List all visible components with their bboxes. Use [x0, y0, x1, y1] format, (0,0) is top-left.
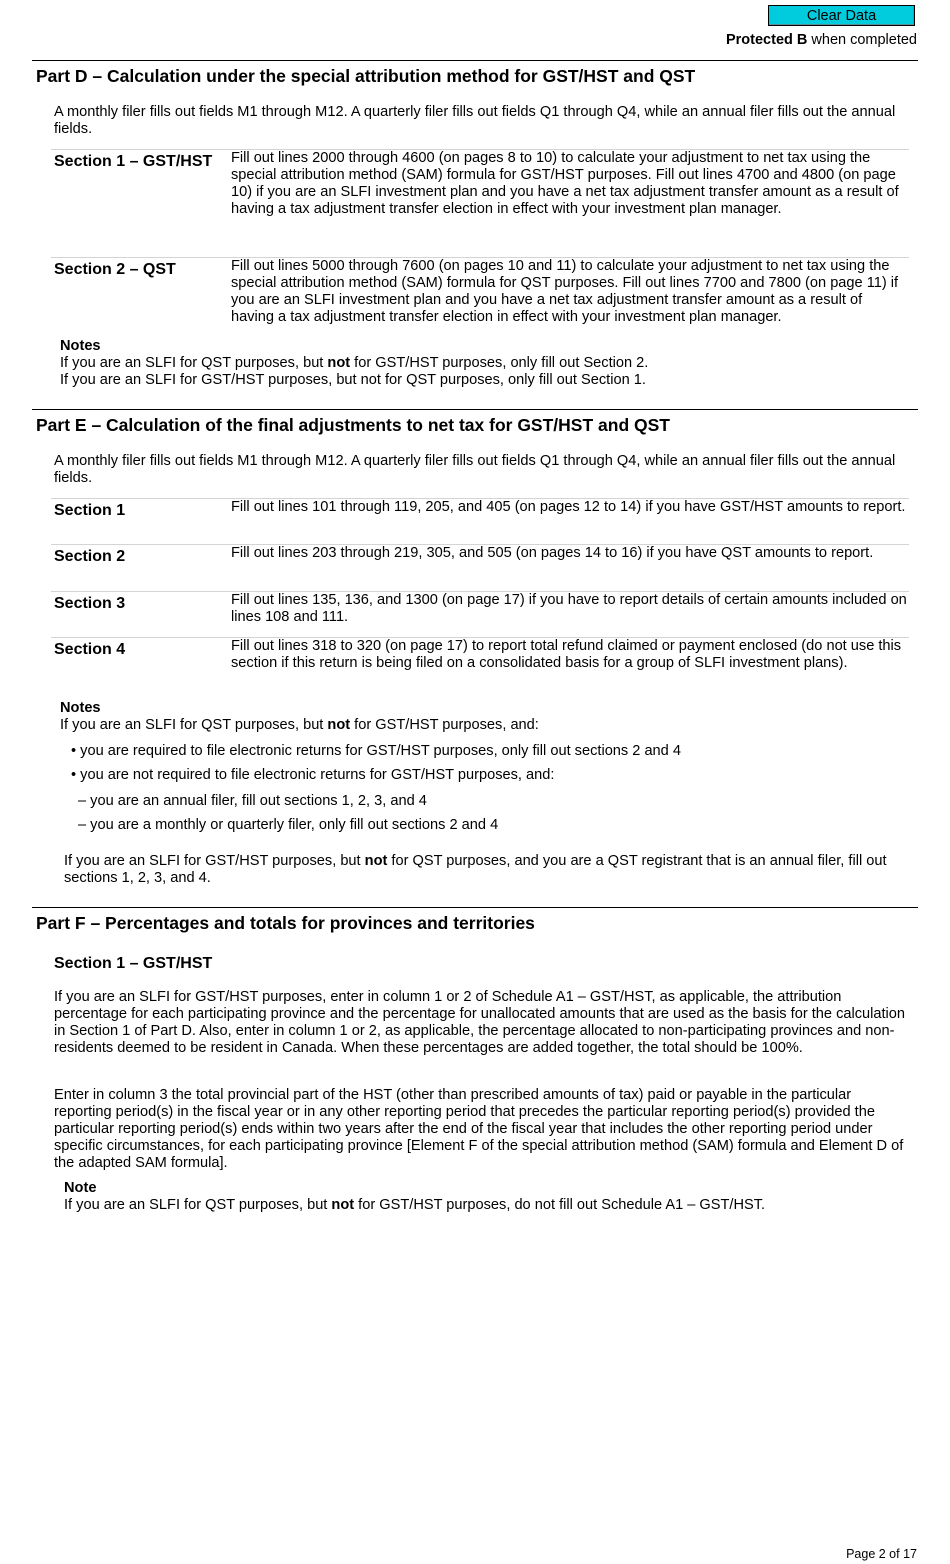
part-f-note-title: Note — [64, 1180, 97, 1196]
part-e-section-4 — [51, 637, 909, 696]
part-d-note-1-post: for GST/HST purposes, only fill out Section 2. — [350, 355, 649, 371]
part-d-section-1 — [51, 149, 909, 254]
part-e-note-2 — [64, 853, 909, 887]
part-d-title: Part D – Calculation under the special attribution method for GST/HST and QST — [36, 66, 696, 86]
part-e-section-3-label: Section 3 — [54, 595, 126, 612]
part-e-section-3 — [51, 591, 909, 634]
part-f-title: Part F – Percentages and totals for provinces and territories — [36, 913, 535, 933]
part-f-divider — [32, 907, 918, 908]
part-f-note — [64, 1197, 909, 1214]
part-e-bullet-1: • you are required to file electronic returns for GST/HST purposes, only fill out sections 2 and 4 — [71, 743, 681, 759]
part-e-note-1-post: for GST/HST purposes, and: — [350, 717, 539, 733]
part-d-divider — [32, 60, 918, 61]
part-e-note-2-post: for QST purposes, and you are a QST registrant that is an annual filer, fill out sections 1, 2, 3, and 4. — [64, 853, 887, 886]
part-f-note-bold: not — [331, 1197, 355, 1213]
part-d-note-2: If you are an SLFI for GST/HST purposes, but not for QST purposes, only fill out Section 1. — [60, 372, 646, 388]
part-d-note-1-bold: not — [327, 355, 351, 371]
part-d-section-1-text: Fill out lines 2000 through 4600 (on pages 8 to 10) to calculate your adjustment to net tax using the special attribution method (SAM) formula for GST/HST purposes. Fill out lines 4700 and 4800 (on page 10) if you are an SLFI investment plan and you have a net tax adjustment transfer amount as a result of having a tax adjustment transfer election in effect with your investment plan manager. — [231, 150, 899, 217]
part-e-note-2-bold: not — [364, 853, 388, 869]
part-e-section-4-label: Section 4 — [54, 641, 126, 658]
part-f-section-1-heading: Section 1 – GST/HST — [54, 955, 213, 972]
part-f-note-post: for GST/HST purposes, do not fill out Schedule A1 – GST/HST. — [354, 1197, 766, 1213]
protected-b-suffix: when completed — [807, 32, 917, 48]
part-e-note-1-pre: If you are an SLFI for QST purposes, but — [60, 717, 328, 733]
part-d-section-2-label: Section 2 – QST — [54, 261, 176, 278]
part-d-note-1-pre: If you are an SLFI for QST purposes, but — [60, 355, 328, 371]
part-e-section-2-label: Section 2 — [54, 548, 126, 565]
part-e-note-2-pre: If you are an SLFI for GST/HST purposes, but — [64, 853, 365, 869]
part-e-section-2-text: Fill out lines 203 through 219, 305, and 505 (on pages 14 to 16) if you have QST amounts to report. — [231, 545, 874, 561]
page-number: Page 2 of 17 — [846, 1547, 917, 1561]
part-d-notes-title: Notes — [60, 338, 101, 354]
protected-b-bold: Protected B — [725, 32, 808, 48]
part-d-intro: A monthly filer fills out fields M1 through M12. A quarterly filer fills out fields Q1 through Q4, while an annual filer fills out the annual fields. — [54, 104, 896, 137]
protected-b-label — [726, 32, 917, 49]
part-e-note-1-bold: not — [327, 717, 351, 733]
part-e-section-3-text: Fill out lines 135, 136, and 1300 (on page 17) if you have to report details of certain amounts included on lines 108 and 111. — [231, 592, 907, 625]
part-f-paragraph-2: Enter in column 3 the total provincial part of the HST (other than prescribed amounts of tax) paid or payable in the particular reporting period(s) in the fiscal year or in any other reporting period that precedes the particular reporting period(s) provided the particular reporting period(s) ends within two years after the end of the fiscal year that includes the other reporting period under specific circumstances, for each participating province [Element F of the special attribution method (SAM) formula and Element D of the adapted SAM formula]. — [54, 1087, 904, 1171]
part-f-note-pre: If you are an SLFI for QST purposes, but — [64, 1197, 332, 1213]
part-e-section-1 — [51, 498, 909, 541]
part-f-paragraph-1: If you are an SLFI for GST/HST purposes, enter in column 1 or 2 of Schedule A1 – GST/HST, as applicable, the attribution percentage for each participating province and the percentage for unallocated amounts that are used as the basis for the calculation in Section 1 of Part D. Also, enter in column 1 or 2, as applicable, the percentage allocated to non-participating provinces and non-residents deemed to be resident in Canada. When these percentages are added together, the total should be 100%. — [54, 989, 906, 1056]
part-d-section-2 — [51, 257, 909, 334]
part-d-note-1 — [60, 355, 910, 372]
part-e-intro: A monthly filer fills out fields M1 through M12. A quarterly filer fills out fields Q1 through Q4, while an annual filer fills out the annual fields. — [54, 453, 896, 486]
part-e-bullet-2: • you are not required to file electronic returns for GST/HST purposes, and: — [71, 767, 555, 783]
part-e-note-1 — [60, 717, 910, 734]
part-e-divider — [32, 409, 918, 410]
clear-data-button[interactable]: Clear Data — [768, 5, 915, 26]
part-e-section-1-text: Fill out lines 101 through 119, 205, and 405 (on pages 12 to 14) if you have GST/HST amounts to report. — [231, 499, 906, 515]
part-e-section-2 — [51, 544, 909, 587]
part-e-dash-2: – you are a monthly or quarterly filer, only fill out sections 2 and 4 — [78, 817, 499, 833]
part-e-title: Part E – Calculation of the final adjustments to net tax for GST/HST and QST — [36, 415, 670, 435]
part-d-section-1-label: Section 1 – GST/HST — [54, 153, 213, 170]
part-e-section-1-label: Section 1 — [54, 502, 126, 519]
part-d-section-2-text: Fill out lines 5000 through 7600 (on pages 10 and 11) to calculate your adjustment to net tax using the special attribution method (SAM) formula for QST purposes. Fill out lines 7700 and 7800 (on page 11) if you are an SLFI investment plan and you have a net tax adjustment transfer amount as a result of having a tax adjustment transfer election in effect with your investment plan manager. — [231, 258, 899, 325]
part-e-dash-1: – you are an annual filer, fill out sections 1, 2, 3, and 4 — [78, 793, 427, 809]
part-e-notes-title: Notes — [60, 700, 101, 716]
part-e-section-4-text: Fill out lines 318 to 320 (on page 17) to report total refund claimed or payment enclosed (do not use this section if this return is being filed on a consolidated basis for a group of SLFI investment plans). — [231, 638, 902, 671]
